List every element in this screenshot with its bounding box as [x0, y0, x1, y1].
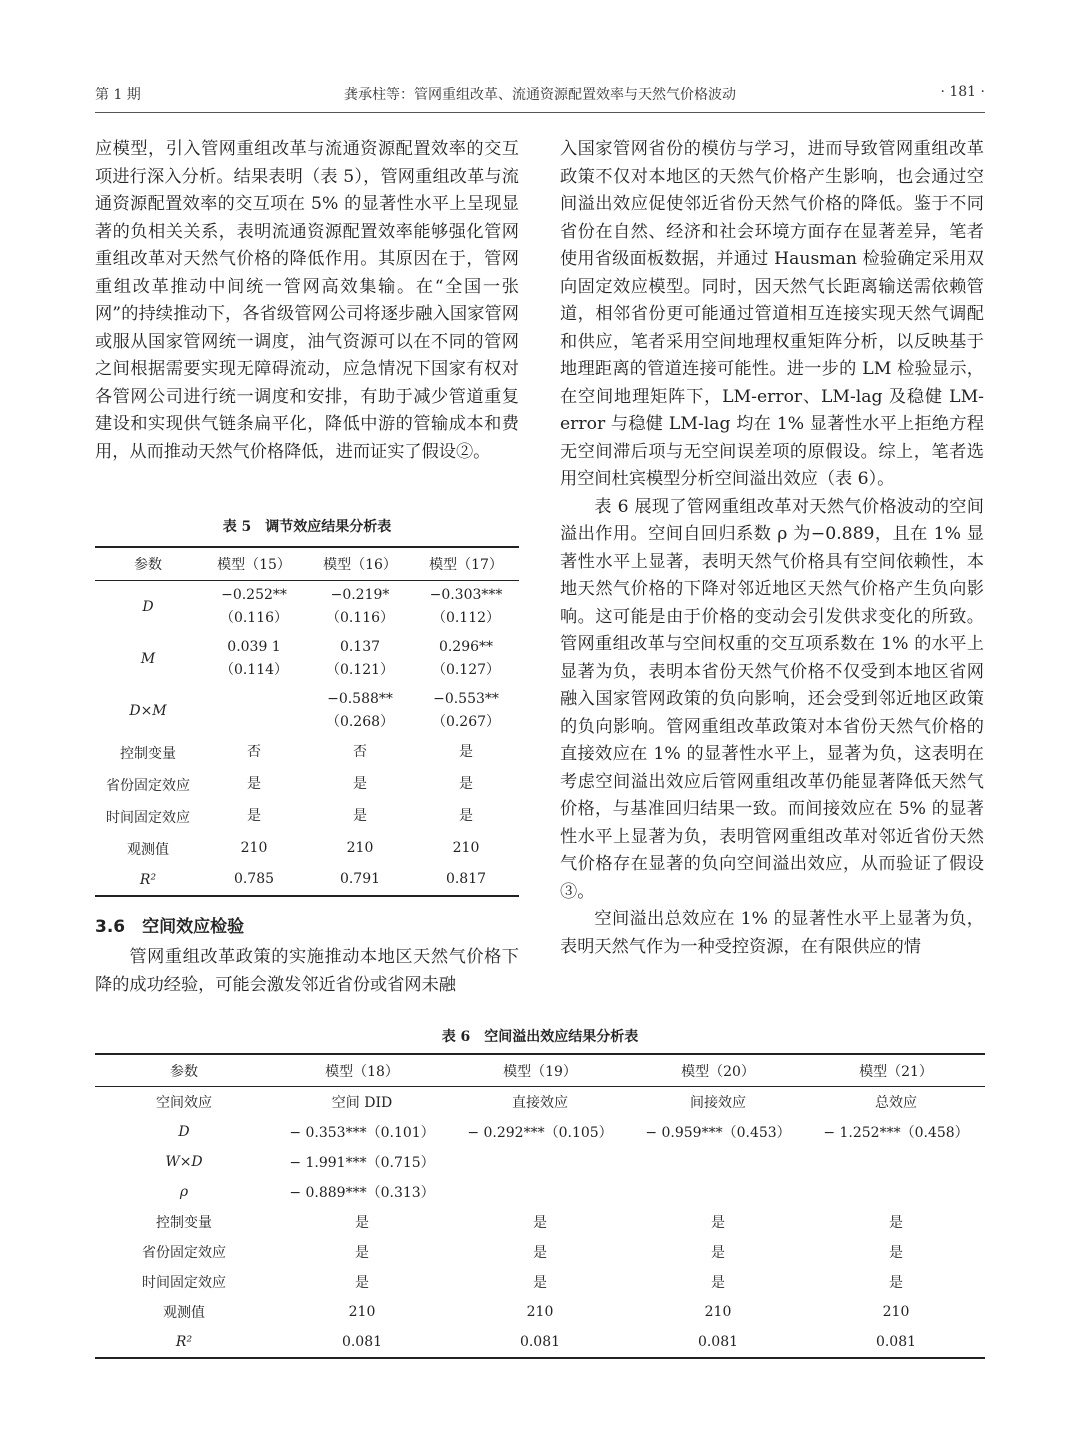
- table5-row: [95, 769, 519, 801]
- body-paragraph: 表 6 展现了管网重组改革对天然气价格波动的空间溢出作用。空间自回归系数 ρ 为−0.889，且在 1% 显著性水平上显著，表明天然气价格具有空间依赖性，本地天然气价格的下降对邻近地区天然气价格产生负向影响。这可能是由于价格的变动会引发供求变化的所致。管网重组改革与空间权重的交互项系数在 1% 的水平上显著为负，表明本省份天然气价格不仅受到本地区省网融入国家管网政策的负向影响，还会受到邻近地区政策的负向影响。管网重组改革政策对本省份天然气价格的直接效应在 1% 的显著性水平上，显著为负，这表明在考虑空间溢出效应后管网重组改革仍能显著降低天然气价格，与基准回归结果一致。而间接效应在 5% 的显著性水平上显著为负，表明管网重组改革对邻近省份天然气价格存在显著的负向空间溢出效应，从而验证了假设③。: [560, 496, 984, 902]
- table5-row-label: R²: [95, 865, 201, 896]
- table5-cell: [307, 685, 413, 737]
- table5-row-label: 时间固定效应: [106, 809, 190, 826]
- table5-cell-line: 210: [346, 840, 374, 856]
- table6-cell: 是: [533, 1245, 547, 1261]
- table5-cell: [201, 737, 307, 769]
- table6-cell: 是: [355, 1245, 369, 1261]
- table6-cell: 是: [533, 1275, 547, 1291]
- table6-cell: 210: [526, 1304, 554, 1320]
- left-column: [95, 136, 519, 466]
- table6-cell: 0.081: [273, 1327, 451, 1358]
- table5-header-cell: 模型（17）: [413, 547, 519, 581]
- table6-row-label: 空间效应: [156, 1095, 212, 1111]
- table5-row-label: 控制变量: [120, 745, 176, 762]
- table6-header-cell: 模型（21）: [807, 1054, 985, 1087]
- table5-cell: [201, 865, 307, 896]
- table5-cell-line: −0.252**: [221, 586, 287, 603]
- table5-cell: [413, 833, 519, 865]
- table6-header-cell: 模型（20）: [629, 1054, 807, 1087]
- table6-cell: 是: [889, 1245, 903, 1261]
- table5-cell-line: （0.121）: [325, 661, 395, 678]
- table5-cell: [413, 865, 519, 896]
- table6-cell: 是: [711, 1245, 725, 1261]
- table5-caption: 表 5 调节效应结果分析表: [222, 519, 392, 535]
- table6-row-label: 控制变量: [156, 1215, 212, 1231]
- table5-row: [95, 865, 519, 896]
- table5-cell-line: 是: [247, 776, 261, 792]
- table6-cell: [807, 1177, 985, 1207]
- body-paragraph: 空间溢出总效应在 1% 的显著性水平上显著为负，表明天然气作为一种受控资源，在有限供应的情: [560, 909, 984, 957]
- table5-cell: [413, 581, 519, 633]
- table5-cell: [201, 801, 307, 833]
- right-column: [560, 136, 984, 961]
- table5-cell-line: 否: [247, 744, 261, 760]
- table6-cell: [629, 1147, 807, 1177]
- table6-header-row: [95, 1054, 985, 1087]
- table5-cell-line: 是: [247, 808, 261, 824]
- table5-cell: [307, 737, 413, 769]
- table5-cell-line: （0.127）: [431, 661, 501, 678]
- table5-cell-line: （0.267）: [431, 713, 501, 730]
- table5: [95, 546, 519, 897]
- table5-cell-line: 0.791: [339, 871, 381, 887]
- table5-row: [95, 581, 519, 633]
- table5-cell-line: −0.219*: [330, 586, 390, 603]
- table6-cell: 总效应: [875, 1095, 917, 1111]
- table5-cell: [201, 685, 307, 737]
- table6-row: [95, 1297, 985, 1327]
- table5-row-label: 省份固定效应: [106, 777, 190, 794]
- table5-cell: [413, 769, 519, 801]
- issue-label: 第 1 期: [95, 87, 141, 103]
- table6-cell: 210: [348, 1304, 376, 1320]
- table6-row-label: R²: [95, 1327, 273, 1358]
- table5-row-label: M: [140, 650, 156, 667]
- section-paragraph: 管网重组改革政策的实施推动本地区天然气价格下降的成功经验，可能会激发邻近省份或省网未融: [95, 947, 519, 995]
- table5-cell-line: 是: [459, 776, 473, 792]
- table5-header-cell: 参数: [95, 547, 201, 581]
- table6-cell: 210: [882, 1304, 910, 1320]
- table5-cell-line: （0.112）: [431, 609, 501, 626]
- table6-row-label: 时间固定效应: [142, 1275, 226, 1291]
- body-paragraph: 应模型，引入管网重组改革与流通资源配置效率的交互项进行深入分析。结果表明（表 5），管网重组改革与流通资源配置效率的交互项在 5% 的显著性水平上呈现显著的负相关关系，表明流通资源配置效率能够强化管网重组改革对天然气价格的降低作用。其原因在于，管网重组改革推动中间统一管网高效集输。在“全国一张网”的持续推动下，各省级管网公司将逐步融入国家管网或服从国家管网统一调度，油气资源可以在不同的管网之间根据需要实现无障碍流动，应急情况下国家有权对各管网公司进行统一调度和安排，有助于减少管道重复建设和实现供气链条扁平化，降低中游的管输成本和费用，从而推动天然气价格降低，进而证实了假设②。: [95, 139, 519, 462]
- table5-cell-line: −0.588**: [327, 690, 393, 707]
- table5-row-label: 观测值: [127, 841, 169, 858]
- table6-header-cell: 模型（18）: [273, 1054, 451, 1087]
- table5-cell-line: （0.116）: [219, 609, 289, 626]
- table5-cell-line: 是: [459, 808, 473, 824]
- table5-row-label: D×M: [129, 702, 167, 719]
- table5-header-cell: 模型（16）: [307, 547, 413, 581]
- table6-cell: 0.081: [807, 1327, 985, 1358]
- table6-row: [95, 1327, 985, 1358]
- table5-cell: [307, 581, 413, 633]
- table5-cell: [307, 801, 413, 833]
- left-column-lower: [95, 944, 519, 999]
- running-header: [95, 84, 985, 108]
- table5-row: [95, 737, 519, 769]
- table5-cell-line: （0.116）: [325, 609, 395, 626]
- table6-cell: − 0.959***（0.453）: [645, 1125, 791, 1141]
- table6-cell: 210: [704, 1304, 732, 1320]
- table6-cell: [451, 1177, 629, 1207]
- table6-cell: 是: [355, 1215, 369, 1231]
- table6-cell: 是: [889, 1275, 903, 1291]
- table5-header-cell: 模型（15）: [201, 547, 307, 581]
- table5-cell-line: 0.817: [445, 871, 487, 887]
- table6-cell: 是: [711, 1215, 725, 1231]
- table6-row-label: 观测值: [163, 1305, 205, 1321]
- table6-cell: 是: [533, 1215, 547, 1231]
- table5-cell-line: 0.296**: [438, 638, 494, 655]
- table6-cell: [807, 1147, 985, 1177]
- table5-header-row: [95, 547, 519, 581]
- body-paragraph: 入国家管网省份的模仿与学习，进而导致管网重组改革政策不仅对本地区的天然气价格产生影响，也会通过空间溢出效应促使邻近省份天然气价格的降低。鉴于不同省份在自然、经济和社会环境方面存在显著差异，笔者使用省级面板数据，并通过 Hausman 检验确定采用双向固定效应模型。同时，因天然气长距离输送需依赖管道，相邻省份更可能通过管道相互连接实现天然气调配和供应，笔者采用空间地理权重矩阵分析，以反映基于地理距离的管道连接可能性。进一步的 LM 检验显示，在空间地理矩阵下，LM-error、LM-lag 及稳健 LM-error 与稳健 LM-lag 均在 1% 显著性水平上拒绝方程无空间滞后项与无空间误差项的原假设。综上，笔者选用空间杜宾模型分析空间溢出效应（表 6）。: [560, 139, 984, 489]
- table6-cell: 间接效应: [690, 1095, 746, 1111]
- table5-cell: [201, 833, 307, 865]
- table6-row: [95, 1237, 985, 1267]
- table5-cell-line: 0.785: [233, 871, 275, 887]
- table6-cell: 0.081: [451, 1327, 629, 1358]
- table6-row-label: D: [178, 1124, 190, 1140]
- table5-cell-line: 210: [452, 840, 480, 856]
- table6-cell: 是: [711, 1275, 725, 1291]
- table6-header-cell: 参数: [95, 1054, 273, 1087]
- table5-cell: [307, 833, 413, 865]
- table6-cell: − 0.889***（0.313）: [289, 1185, 435, 1201]
- table6-cell: 是: [889, 1215, 903, 1231]
- table6-row-label: 省份固定效应: [142, 1245, 226, 1261]
- table6-row: [95, 1177, 985, 1207]
- table6-cell: − 0.292***（0.105）: [467, 1125, 613, 1141]
- header-rule: [95, 112, 985, 113]
- table5-cell-line: 否: [353, 744, 367, 760]
- table6-row: [95, 1267, 985, 1297]
- table5-cell: [307, 633, 413, 685]
- table5-cell-line: 0.039 1: [227, 638, 281, 655]
- table6-caption: 表 6 空间溢出效应结果分析表: [441, 1029, 639, 1045]
- table6-row-label: W×D: [165, 1154, 203, 1170]
- table5-cell: [413, 633, 519, 685]
- table5-cell: [413, 685, 519, 737]
- table6-row: [95, 1117, 985, 1147]
- table5-row: [95, 685, 519, 737]
- table5-cell-line: −0.553**: [433, 690, 499, 707]
- table6-header-cell: 模型（19）: [451, 1054, 629, 1087]
- table5-row-label: D: [142, 598, 154, 615]
- section-title: 3.6 空间效应检验: [95, 917, 245, 937]
- table6-cell: [629, 1177, 807, 1207]
- table5-cell-line: 210: [240, 840, 268, 856]
- table5-row: [95, 801, 519, 833]
- table6-cell: − 1.252***（0.458）: [823, 1125, 969, 1141]
- table5-cell-line: −0.303***: [429, 586, 503, 603]
- table6-cell: 空间 DID: [331, 1095, 393, 1111]
- table5-cell-line: （0.268）: [325, 713, 395, 730]
- table5-cell: [201, 581, 307, 633]
- table5-cell-line: 0.137: [339, 638, 381, 655]
- page-number: · 181 ·: [940, 84, 985, 100]
- table5-cell-line: 是: [353, 808, 367, 824]
- table5-cell-line: 是: [459, 744, 473, 760]
- running-title: 龚承柱等：管网重组改革、流通资源配置效率与天然气价格波动: [344, 87, 736, 103]
- table5-cell: [413, 737, 519, 769]
- table5-cell-line: 是: [353, 776, 367, 792]
- table6-cell: [451, 1147, 629, 1177]
- table5-cell: [307, 769, 413, 801]
- table5-cell: [307, 865, 413, 896]
- table5-row: [95, 833, 519, 865]
- table6-cell: − 1.991***（0.715）: [289, 1155, 435, 1171]
- table5-cell: [201, 769, 307, 801]
- table6: [95, 1053, 985, 1359]
- table6-cell: 是: [355, 1275, 369, 1291]
- table6-row: [95, 1087, 985, 1118]
- table6-cell: − 0.353***（0.101）: [289, 1125, 435, 1141]
- table5-row: [95, 633, 519, 685]
- table6-row-label: ρ: [179, 1184, 189, 1200]
- table5-cell-line: （0.114）: [219, 661, 289, 678]
- table5-cell: [201, 633, 307, 685]
- table6-cell: 0.081: [629, 1327, 807, 1358]
- table5-cell: [413, 801, 519, 833]
- table6-row: [95, 1147, 985, 1177]
- table6-cell: 直接效应: [512, 1095, 568, 1111]
- table6-row: [95, 1207, 985, 1237]
